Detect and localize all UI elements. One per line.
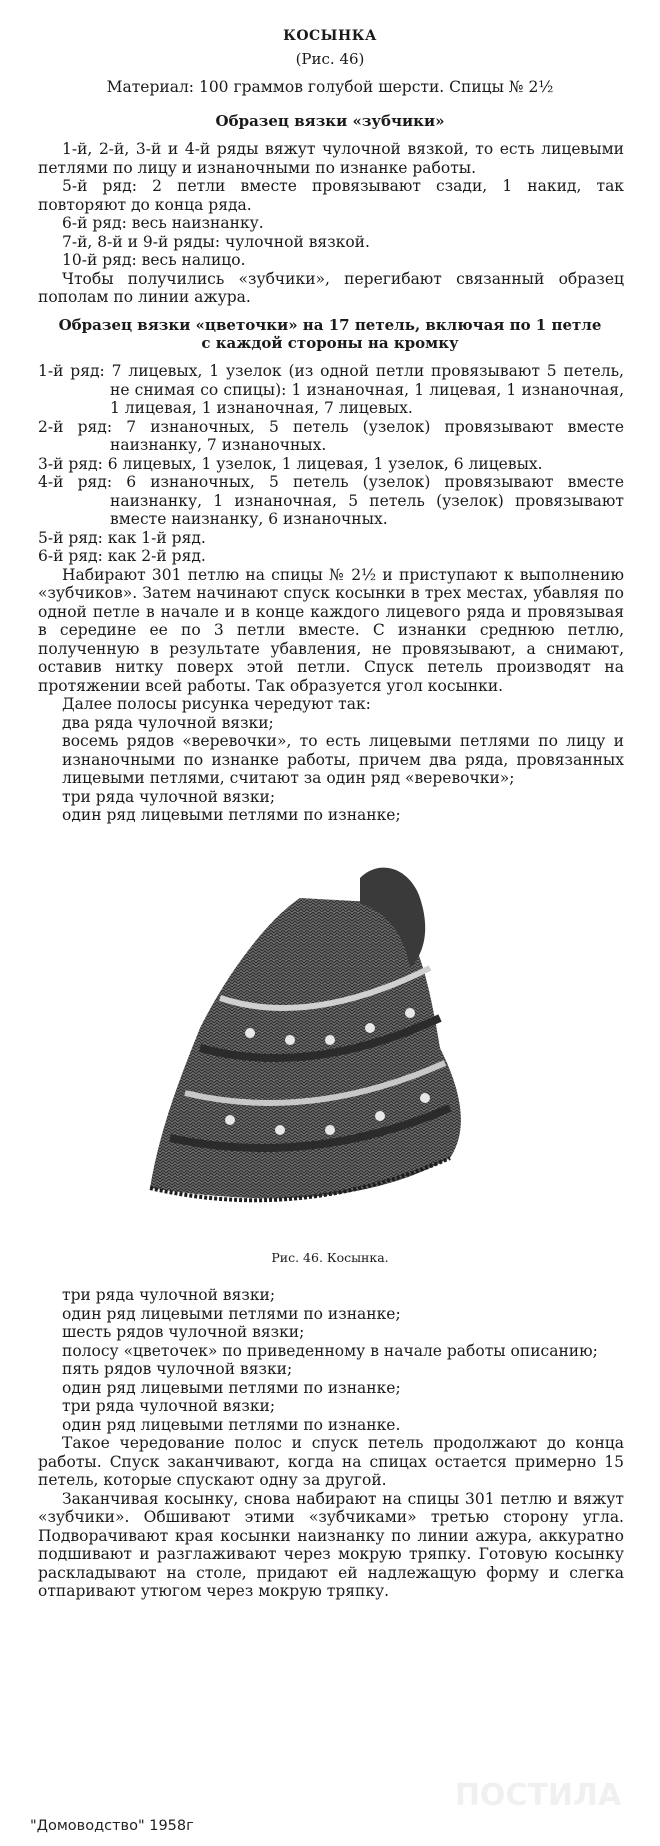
row-instruction: 5-й ряд: как 1-й ряд. (38, 528, 206, 547)
paragraph: Чтобы получились «зубчики», перегибают связанный образец пополам по линии ажура. (38, 269, 624, 306)
section-heading-zubchiki: Образец вязки «зубчики» (215, 112, 445, 130)
section-zubchiki-body (38, 140, 624, 307)
page-title: КОСЫНКА (283, 28, 377, 44)
figure-reference: (Рис. 46) (295, 50, 365, 68)
alternation-item: восемь рядов «веревочки», то есть лицевыми петлями по лицу и изнаночными по изнанке работы, причем два ряда, провязанных лицевыми петлями, считают за один ряд «веревочки»; (62, 732, 624, 787)
watermark-logo (430, 1760, 645, 1830)
paragraph: 1-й, 2-й, 3-й и 4-й ряды вяжут чулочной вязкой, то есть лицевыми петлями по лицу и изнаночными по изнанке работы. (38, 140, 624, 177)
paragraph: Такое чередование полос и спуск петель продолжают до конца работы. Спуск заканчивают, когда на спицах остается примерно 15 петель, которые спускают одну за другой. (38, 1434, 624, 1489)
row-instruction: 6-й ряд: как 2-й ряд. (38, 547, 206, 565)
section-tsvetochki-body (38, 362, 624, 825)
alternation-item: один ряд лицевыми петлями по изнанке. (62, 1415, 401, 1434)
paragraph: 10-й ряд: весь налицо. (62, 251, 246, 269)
figure-caption: Рис. 46. Косынка. (271, 1250, 389, 1265)
paragraph: 7-й, 8-й и 9-й ряды: чулочной вязкой. (62, 232, 370, 251)
paragraph: 6-й ряд: весь наизнанку. (62, 214, 264, 232)
row-instruction: 4-й ряд: 6 изнаночных, 5 петель (узелок) провязывают вместе наизнанку, 1 изнаночная, 5 петель (узелок) провязывают вместе наизнанку, 6 изнаночных. (38, 473, 624, 528)
paragraph: Набирают 301 петлю на спицы № 2½ и приступают к выполнению «зубчиков». Затем начинают спуск косынки в трех местах, убавляя по одной петле в начале и в конце каждого лицевого ряда и провязывая в середине ее по 3 петли вместе. С изнанки среднюю петлю, полученную в результате убавления, не провязывают, а снимают, оставив нитку поверх этой петли. Спуск петель производят на протяжении всей работы. Так образуется угол косынки. (38, 565, 624, 695)
section-heading-tsvetochki: Образец вязки «цветочки» на 17 петель, включая по 1 петле (58, 316, 602, 334)
row-instruction: 1-й ряд: 7 лицевых, 1 узелок (из одной петли провязывают 5 петель, не снимая со спицы): 1 изнаночная, 1 лицевая, 1 изнаночная, 1 лицевая, 1 изнаночная, 7 лицевых. (38, 362, 624, 417)
row-instruction: 2-й ряд: 7 изнаночных, 5 петель (узелок) провязывают вместе наизнанку, 7 изнаночных. (38, 417, 624, 454)
alternation-item: один ряд лицевыми петлями по изнанке; (62, 1304, 401, 1323)
alternation-item: три ряда чулочной вязки; (62, 1286, 276, 1304)
alternation-item: два ряда чулочной вязки; (62, 713, 274, 732)
paragraph: Далее полосы рисунка чередуют так: (62, 695, 371, 713)
paragraph: 5-й ряд: 2 петли вместе провязывают сзади, 1 накид, так повторяют до конца ряда. (38, 177, 624, 214)
row-instruction: 3-й ряд: 6 лицевых, 1 узелок, 1 лицевая, 1 узелок, 6 лицевых. (38, 454, 543, 473)
alternation-item: три ряда чулочной вязки; (62, 787, 276, 806)
shawl-illustration (130, 858, 550, 1238)
alternation-item: три ряда чулочной вязки; (62, 1397, 276, 1415)
alternation-item: один ряд лицевыми петлями по изнанке; (62, 1378, 401, 1397)
alternation-item: шесть рядов чулочной вязки; (62, 1323, 305, 1341)
paragraph: Заканчивая косынку, снова набирают на спицы 301 петлю и вяжут «зубчики». Обшивают этими «зубчиками» третью сторону угла. Подворачивают края косынки наизнанку по линии ажура, аккуратно подшивают и разглаживают через мокрую тряпку. Готовую косынку раскладывают на столе, придают ей надлежащую форму и слегка отпаривают утюгом через мокрую тряпку. (38, 1489, 624, 1600)
section-heading-tsvetochki-line2: с каждой стороны на кромку (201, 334, 459, 352)
material-line: Материал: 100 граммов голубой шерсти. Спицы № 2½ (106, 78, 554, 96)
alternation-item: полосу «цветочек» по приведенному в начале работы описанию; (62, 1341, 598, 1360)
source-credit: "Домоводство" 1958г (30, 1818, 194, 1834)
svg-text:ПОСТИЛА: ПОСТИЛА (454, 1778, 622, 1813)
alternation-item: один ряд лицевыми петлями по изнанке; (62, 806, 401, 824)
section-continuation-body (38, 1286, 624, 1601)
alternation-item: пять рядов чулочной вязки; (62, 1360, 293, 1378)
